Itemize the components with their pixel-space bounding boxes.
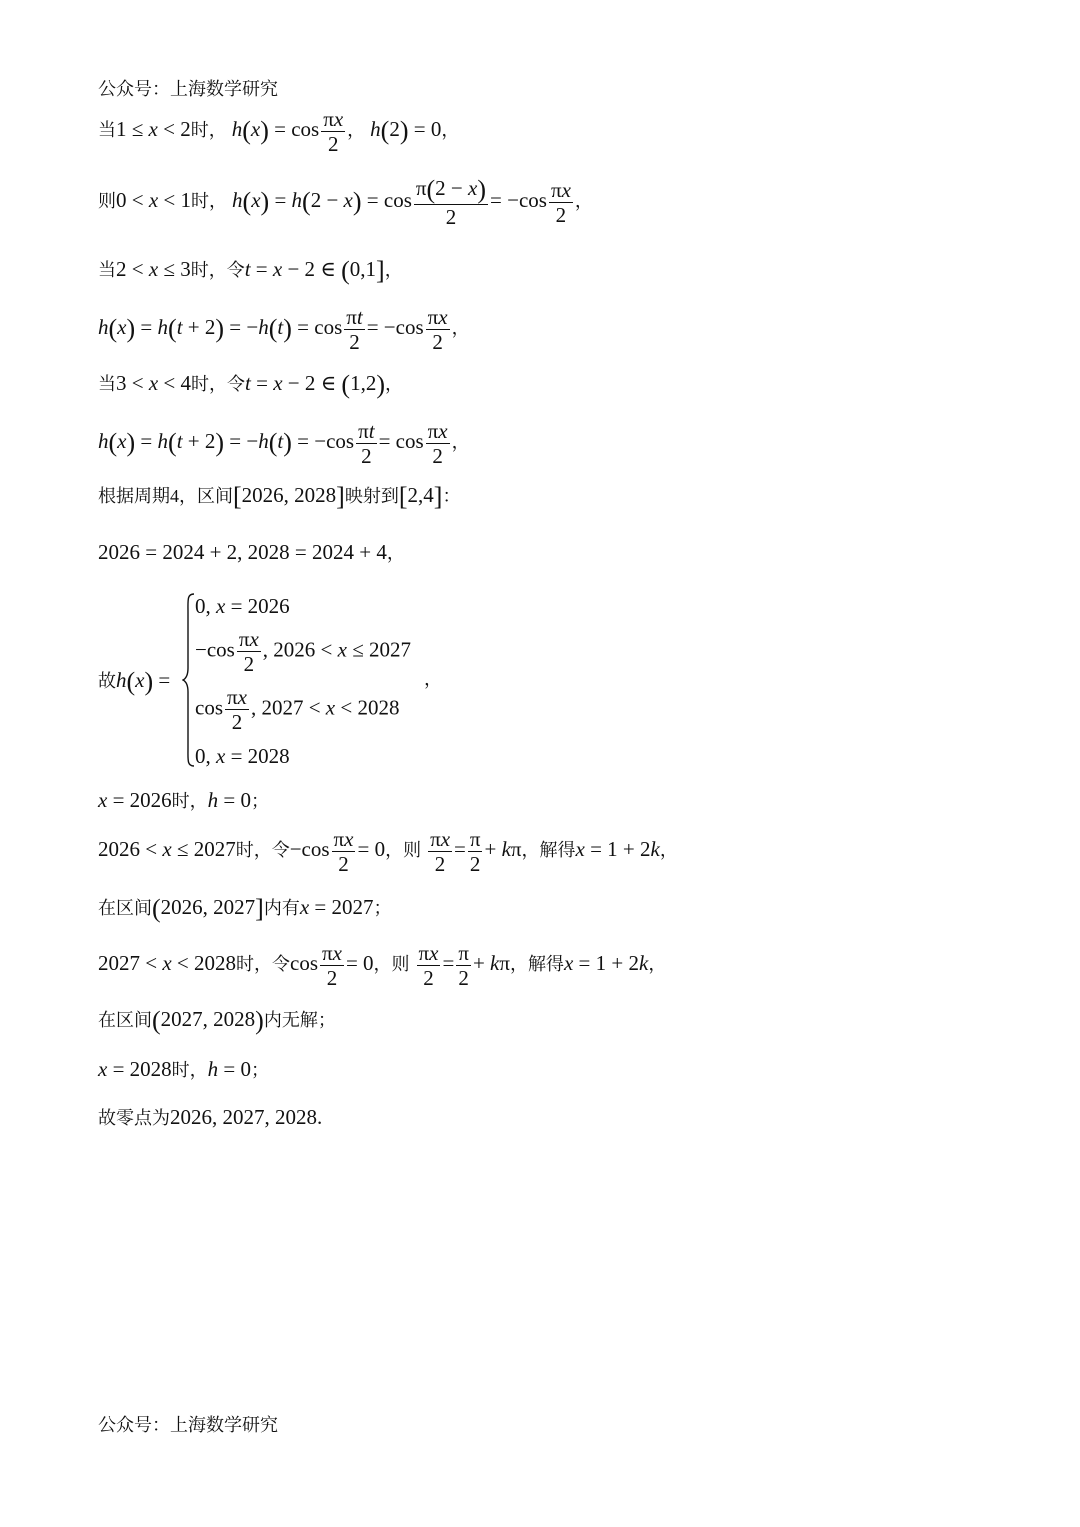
line-6: h(x) = h(t + 2) = −h(t) = −cos $\frac{\pi t}{2}$ = cos $\frac{\pi x}{2}$ ， [98,419,470,469]
line-1: 当1 ≤ x < 2时， h(x) = cos $\frac{\pi x}{2}$ ， h(2) = 0， [98,107,460,157]
line-9: 故h(x) = [98,667,171,696]
line-11: 2026 < x ≤ 2027时，令−cos $\frac{\pi x}{2}$ = 0，则 $\frac{\pi x}{2}$ = $\frac{\pi}{2}$ + kπ，解得x = 1 + 2k， [98,827,678,877]
line-14: 在区间(2027, 2028)内无解； [98,1006,336,1035]
line-15: x = 2028时，h = 0； [98,1057,270,1081]
header-text: 公众号：上海数学研究 [98,79,278,99]
line-9-comma: ， [424,669,442,689]
line-2: 则0 < x < 1时， h(x) = h(2 − x) = cos $\frac{\pi(2 - x)}{2}$ = −cos $\frac{\pi x}{2}$ ， [98,175,593,230]
left-brace-icon [182,592,196,768]
line-12: 在区间(2026, 2027]内有x = 2027； [98,894,392,923]
line-7: 根据周期4，区间[2026, 2028]映射到[2,4]： [98,482,461,511]
case-4: 0, x = 2028 [195,744,290,768]
line-13: 2027 < x < 2028时，令cos $\frac{\pi x}{2}$ = 0，则 $\frac{\pi x}{2}$ = $\frac{\pi}{2}$ + kπ，解得x = 1 + 2k， [98,941,667,991]
case-2: −cos $\frac{\pi x}{2}$ , 2026 < x ≤ 2027 [195,627,411,677]
line-10: x = 2026时，h = 0； [98,788,270,812]
line-16: 故零点为2026, 2027, 2028. [98,1105,323,1129]
case-3: cos $\frac{\pi x}{2}$ , 2027 < x < 2028 [195,685,400,735]
line-4: h(x) = h(t + 2) = −h(t) = cos $\frac{\pi t}{2}$ = −cos $\frac{\pi x}{2}$ ， [98,305,470,355]
case-1: 0, x = 2026 [195,594,290,618]
line-5: 当3 < x < 4时，令t = x − 2 ∈ (1,2)， [98,370,404,399]
line-3: 当2 < x ≤ 3时，令t = x − 2 ∈ (0,1]， [98,256,403,285]
footer-text: 公众号：上海数学研究 [98,1415,278,1435]
line-8: 2026 = 2024 + 2, 2028 = 2024 + 4， [98,540,405,564]
